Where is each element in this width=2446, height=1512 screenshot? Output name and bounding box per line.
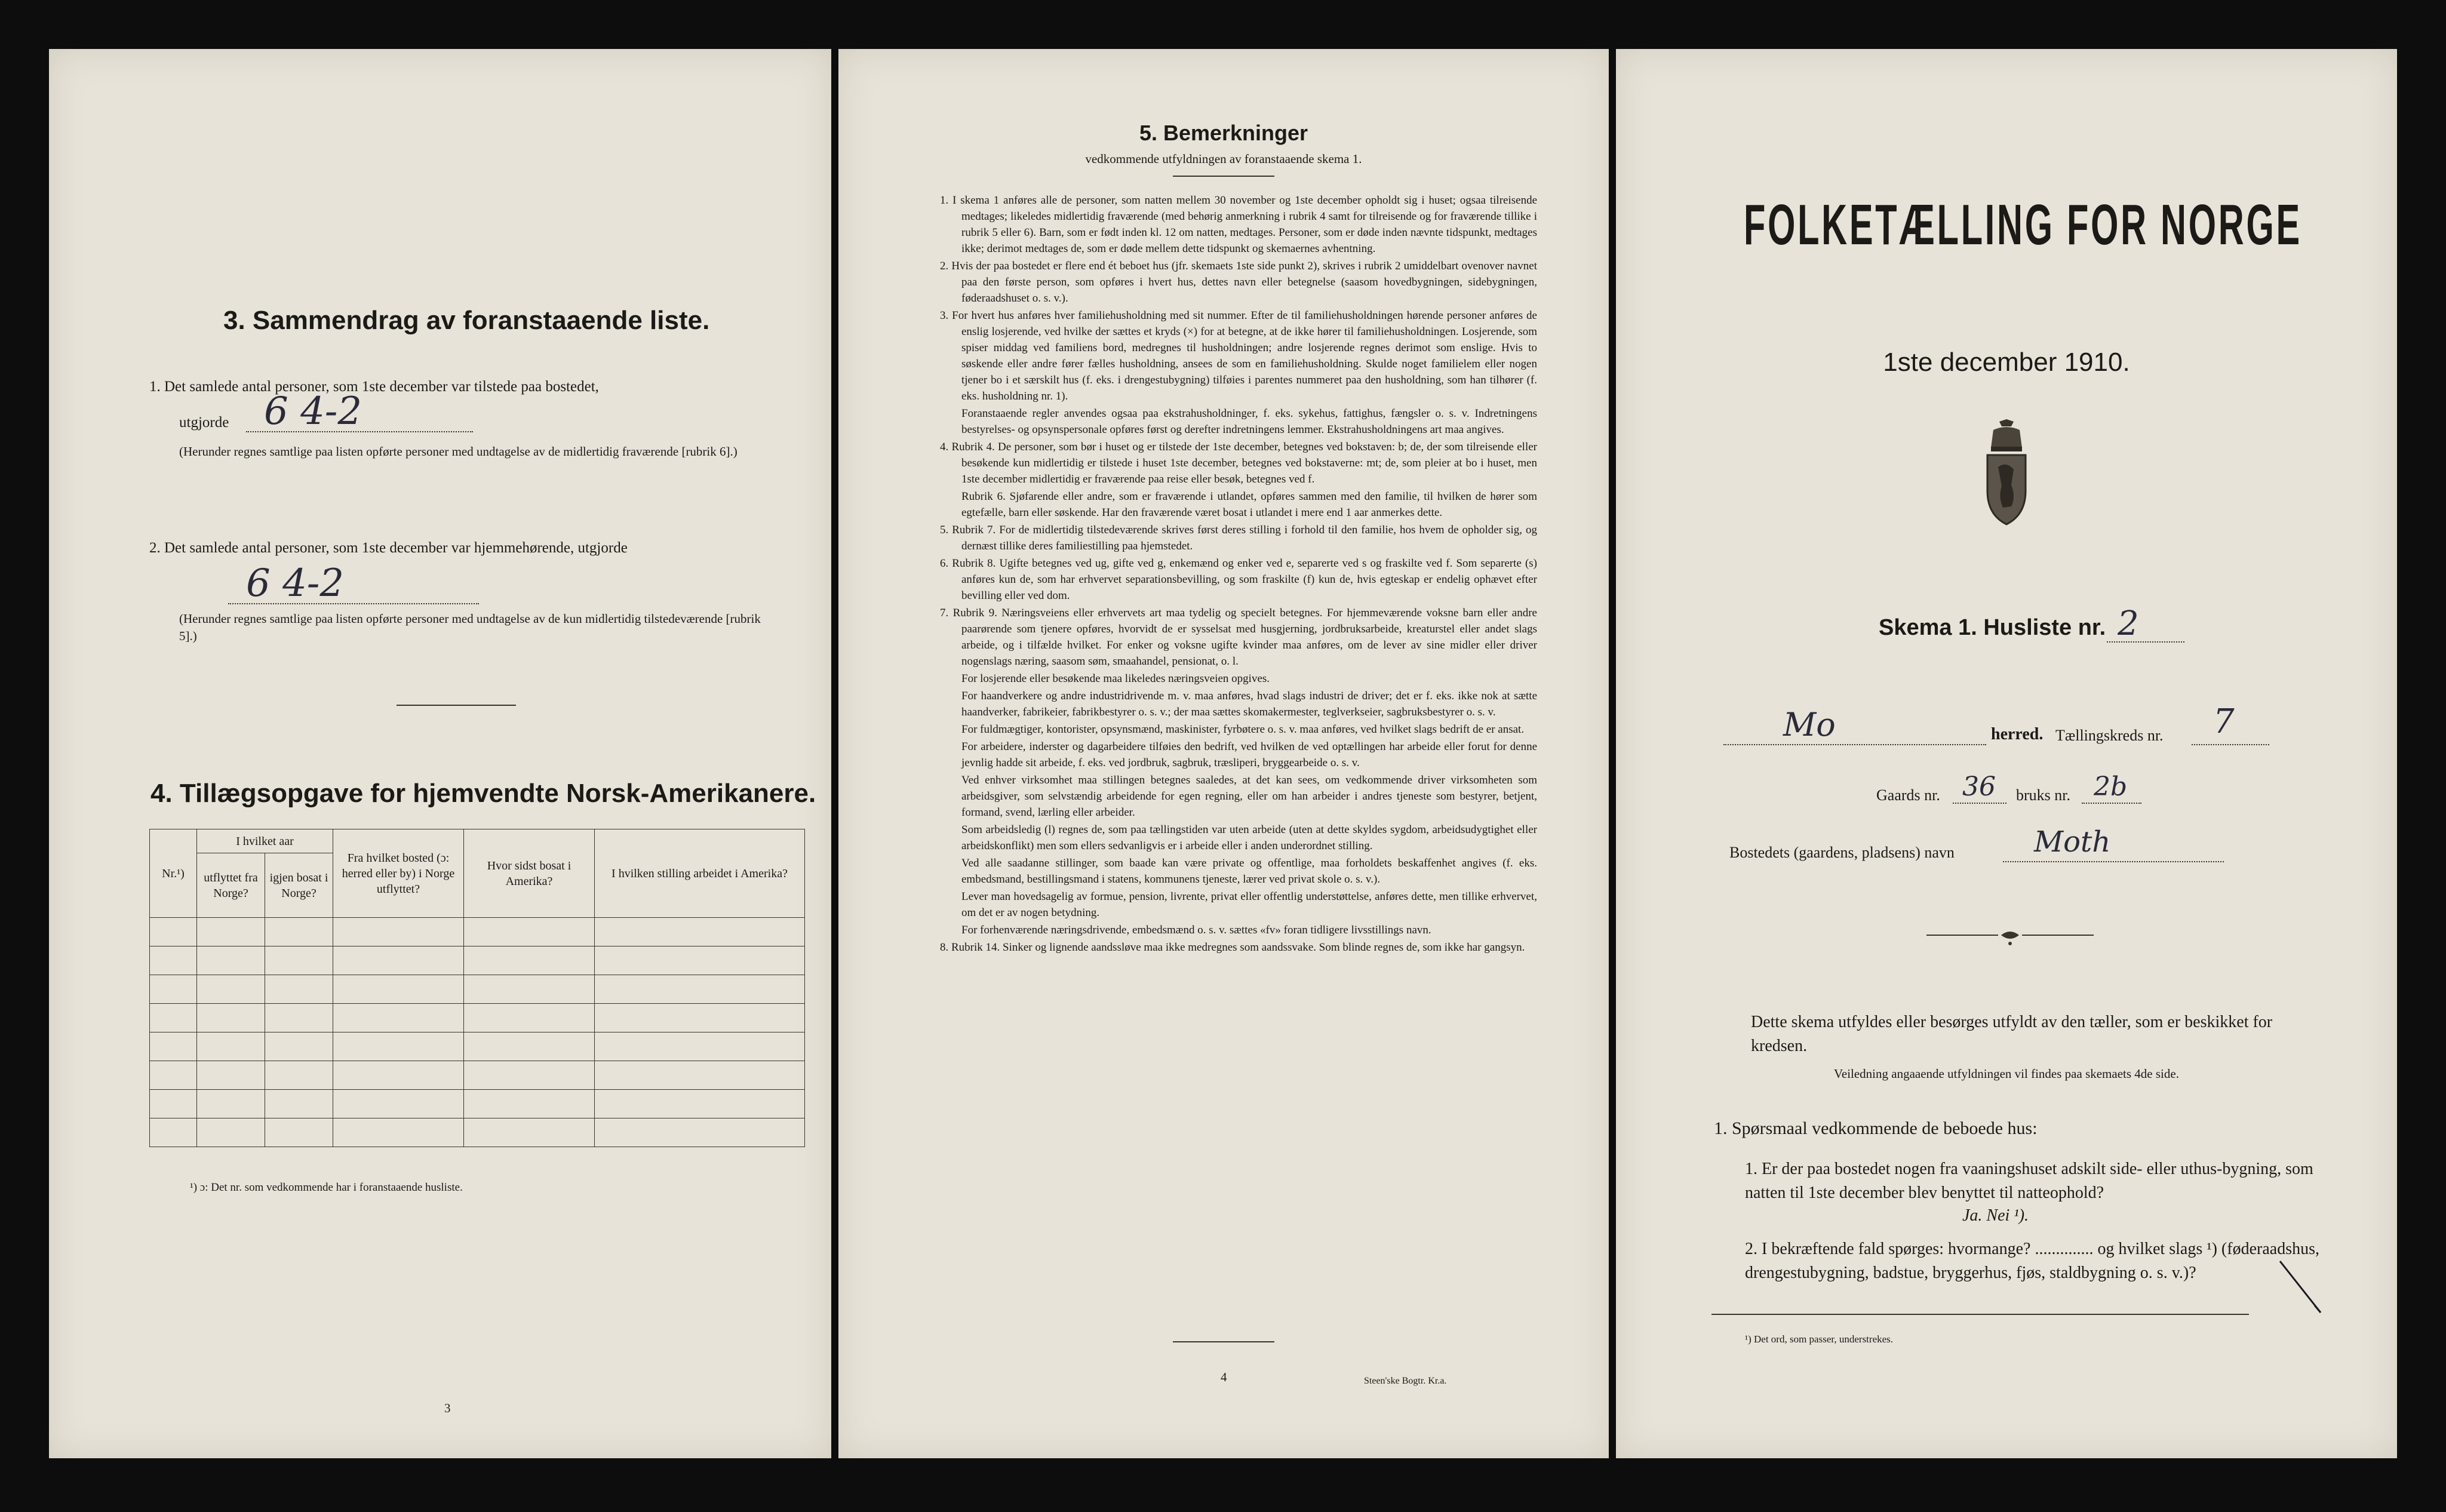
table-row	[150, 1118, 805, 1147]
bosted-dotted-line	[2003, 861, 2224, 862]
table-footnote: ¹) ɔ: Det nr. som vedkommende har i foranstaaende husliste.	[190, 1181, 463, 1194]
herred-value: Mo	[1783, 706, 1836, 743]
divider	[1173, 176, 1274, 177]
pencil-mark-icon	[2279, 1259, 2333, 1319]
bosted-label: Bostedets (gaardens, pladsens) navn	[1729, 844, 1955, 861]
bruks-value: 2b	[2094, 772, 2128, 802]
remarks-subtitle: vedkommende utfyldningen av foranstaaende skema 1.	[1085, 152, 1362, 166]
remark-7d: For fuldmægtiger, kontorister, opsynsmænd, maskinister, fyrbøtere o. s. v. maa anføres, ved hvilket slags bedrift de er ansat.	[961, 723, 1525, 736]
remarks-title: 5. Bemerkninger	[1139, 121, 1308, 145]
printer-mark: Steen'ske Bogtr. Kr.a.	[1364, 1376, 1447, 1386]
remark-4b: Rubrik 6. Sjøfarende eller andre, som er fraværende i utlandet, opføres sammen med den familie, til hvilken de hører som egtefælle, barn eller søskende. Har den fraværende været bosat i utlandet i mere end 1 aar anmerkes dette.	[961, 490, 1537, 519]
remarks-list	[940, 192, 1537, 957]
table-row	[150, 946, 805, 975]
col-igjen-bosat: igjen bosat i Norge?	[265, 853, 333, 918]
remark-8: 8. Rubrik 14. Sinker og lignende aandssløve maa ikke medregnes som aandssvake. Som blinde regnes de, som ikke har gangsyn.	[940, 941, 1525, 954]
questions-header: 1. Spørsmaal vedkommende de beboede hus:	[1714, 1118, 2038, 1138]
question-1-answer: Ja. Nei ¹).	[1962, 1206, 2029, 1225]
remark-7f: Ved enhver virksomhet maa stillingen betegnes saaledes, at det kan sees, om vedkommende driver virksomheten som arbeidsgiver, som selvstændig arbeidende for egen regning, eller om han arbeider i andres tjeneste som bestyrer, betjent, formand, svend, lærling eller arbeider.	[961, 774, 1537, 819]
col-sidst-bosat: Hvor sidst bosat i Amerika?	[464, 829, 595, 918]
col-nr: Nr.¹)	[150, 829, 197, 918]
remark-1: 1. I skema 1 anføres alle de personer, som natten mellem 30 november og 1ste december opholdt sig i huset; ogsaa tilreisende medtages; likeledes midlertidig fraværende (med behørig anmerkning i rubrik 4 samt for tilreisende og for fraværende tillike i rubrik 5 eller 6). Barn, som er født inden kl. 12 om natten, medtages. Personer, som er døde inden nævnte tidspunkt, medtages ikke; derimot medtages de, som er døde mellem dette tidspunkt og skemaernes avhentning.	[940, 194, 1537, 255]
divider	[1173, 1341, 1274, 1342]
question-1: 1. Er der paa bostedet nogen fra vaaningshuset adskilt side- eller uthus-bygning, som natten til 1ste december blev benyttet til natteophold?	[1745, 1160, 2313, 1202]
col-group-aar: I hvilket aar	[197, 829, 333, 853]
norway-coat-of-arms-icon	[1977, 419, 2036, 527]
table-row	[150, 1061, 805, 1090]
divider	[397, 705, 516, 706]
remark-3b: Foranstaaende regler anvendes ogsaa paa ekstrahusholdninger, f. eks. sykehus, fattighus, fængsler o. s. v. Indretningens bestyrelses- og opsynspersonale opføres først og derefter indretningens lemmer. Ekstrahusholdningens art maa angives.	[961, 407, 1537, 436]
item2-note: (Herunder regnes samtlige paa listen opførte personer med undtagelse av de kun midlertidig tilstedeværende [rubrik 5].)	[179, 611, 761, 643]
remark-7: 7. Rubrik 9. Næringsveiens eller erhvervets art maa tydelig og specielt betegnes. For hjemmeværende voksne barn eller andre paarørende som tjenere opføres, hvorvidt de er sysselsat med husgjerning, jordbruksarbeide, kreaturstel eller andet slags arbeide, og i tilfælde hvilket. For enker og voksne ugifte kvinder maa anføres, om de lever av sine midler eller driver nogenslags næring, saasom søm, smaahandel, pensionat, o. l.	[940, 607, 1537, 668]
kreds-label: Tællingskreds nr.	[2055, 727, 2164, 744]
husliste-dotted-line	[2107, 641, 2184, 643]
herred-dotted-line	[1723, 744, 1986, 745]
table-row	[150, 918, 805, 946]
table-row	[150, 1032, 805, 1061]
remark-7e: For arbeidere, inderster og dagarbeidere tilføies den bedrift, ved hvilken de ved optællingen har arbeide eller forut for denne jevnlig hadde sit arbeide, f. eks. ved jordbruk, sagbruk, træsliperi, bryggearbeide o. s. v.	[961, 740, 1537, 769]
kreds-dotted-line	[2192, 744, 2269, 745]
col-bosted: Fra hvilket bosted (ɔ: herred eller by) i Norge utflyttet?	[333, 829, 464, 918]
ornament-divider-icon	[1926, 928, 2094, 946]
item1-dotted-line	[246, 431, 473, 432]
kreds-value: 7	[2213, 702, 2235, 741]
herred-label: herred.	[1991, 725, 2044, 743]
skema-label: Skema 1. Husliste nr.	[1879, 615, 2106, 640]
item1-prefix: utgjorde	[179, 414, 229, 431]
col-utflyttet: utflyttet fra Norge?	[197, 853, 265, 918]
right-page	[1616, 49, 2397, 1458]
remark-5: 5. Rubrik 7. For de midlertidig tilstedeværende skrives først deres stilling i forhold til den familie, hos hvem de opholder sig, og dernæst tillike deres familiestilling paa hjemstedet.	[940, 524, 1537, 552]
page-number: 4	[1221, 1370, 1227, 1384]
remark-7i: Lever man hovedsagelig av formue, pension, livrente, privat eller offentlig understøttelse, anføres dette, men tillike erhvervet, om det er av nogen betydning.	[961, 890, 1537, 919]
table-row	[150, 975, 805, 1004]
remark-7j: For forhenværende næringsdrivende, embedsmænd o. s. v. sættes «fv» foran tidligere livsstillings navn.	[961, 924, 1431, 936]
bruks-label: bruks nr.	[2016, 786, 2070, 804]
bosted-value: Moth	[2034, 825, 2111, 859]
gaards-label: Gaards nr.	[1876, 786, 1940, 804]
census-title: FOLKETÆLLING FOR NORGE	[1744, 193, 2302, 257]
remark-3: 3. For hvert hus anføres hver familiehusholdning med sit nummer. Efter de til familiehusholdningen hørende personer anføres de enslig losjerende, ved hvilke der sættes et kryds (×) for at betegne, at de ikke hører til familiehusholdningen. Losjerende, som spiser middag ved familiens bord, medregnes til husholdningen; andre losjerende regnes derimot som enslige. Hvis to søskende eller andre fører fælles husholdning, ansees de som en familiehusholdning. Skulde noget familielem eller nogen tjener bo i et særskilt hus (f. eks. i drengestubygning) tilføies i parentes nummeret paa den husholdning, som han tilhører (f. eks. husholdning nr. 1).	[940, 309, 1537, 402]
bruks-dotted-line	[2082, 803, 2141, 804]
remark-7c: For haandverkere og andre industridrivende m. v. maa anføres, hvad slags industri de driver; det er f. eks. ikke nok at sætte haandverker, fabrikeier, fabrikbestyrer o. s. v.; der maa sættes skomakermester, teglverkseier, sagbruksbestyrer o. s. v.	[961, 690, 1537, 718]
husliste-nr-value: 2	[2118, 604, 2139, 643]
page-footnote: ¹) Det ord, som passer, understrekes.	[1745, 1333, 1894, 1345]
left-page	[49, 49, 831, 1458]
item1-handwritten-value: 6 4-2	[264, 389, 362, 434]
intro-note: Veiledning angaaende utfyldningen vil findes paa skemaets 4de side.	[1834, 1067, 2179, 1081]
item2-handwritten-value: 6 4-2	[246, 561, 345, 606]
item1-note: (Herunder regnes samtlige paa listen opførte personer med undtagelse av de midlertidig fraværende [rubrik 6].)	[179, 444, 738, 459]
col-stilling: I hvilken stilling arbeidet i Amerika?	[595, 829, 805, 918]
question-2: 2. I bekræftende fald spørges: hvormange? .............. og hvilket slags ¹) (føderaadshus, drengestubygning, badstue, bryggerhus, fjøs, staldbygning o. s. v.)?	[1745, 1240, 2319, 1282]
table-row	[150, 1090, 805, 1118]
section3-title: 3. Sammendrag av foranstaaende liste.	[223, 306, 710, 335]
remark-7b: For losjerende eller besøkende maa likeledes næringsveien opgives.	[961, 672, 1270, 685]
item2-dotted-line	[228, 603, 479, 604]
census-date: 1ste december 1910.	[1883, 348, 2130, 377]
remark-7g: Som arbeidsledig (l) regnes de, som paa tællingstiden var uten arbeide (uten at dette skyldes sygdom, arbeidsudygtighet eller arbeidskonflikt) men som ellers sedvanligvis er i arbeide eller i anden underordnet stilling.	[961, 823, 1537, 852]
middle-page	[838, 49, 1609, 1458]
intro-text: Dette skema utfyldes eller besørges utfyldt av den tæller, som er beskikket for kredsen.	[1751, 1013, 2273, 1055]
table-row	[150, 1004, 805, 1032]
item1-text: 1. Det samlede antal personer, som 1ste december var tilstede paa bostedet,	[149, 379, 599, 395]
gaards-dotted-line	[1953, 803, 2006, 804]
remark-7h: Ved alle saadanne stillinger, som baade kan være private og offentlige, maa forholdets beskaffenhet angives (f. eks. embedsmand, bestillingsmand i statens, kommunens tjeneste, lærer ved privat skole o. s. v.).	[961, 857, 1537, 886]
divider	[1711, 1314, 2249, 1315]
item2-text: 2. Det samlede antal personer, som 1ste december var hjemmehørende, utgjorde	[149, 540, 628, 556]
page-number: 3	[444, 1401, 451, 1415]
gaards-value: 36	[1962, 772, 1996, 802]
section4-title: 4. Tillægsopgave for hjemvendte Norsk-Amerikanere.	[150, 779, 816, 808]
norsk-amerikanere-table	[149, 829, 805, 1147]
remark-2: 2. Hvis der paa bostedet er flere end ét beboet hus (jfr. skemaets 1ste side punkt 2), skrives i rubrik 2 umiddelbart ovenover navnet paa den første person, som opføres i hvert hus, dettes navn eller betegnelse (saasom hovedbygningen, sidebygningen, føderaadshuset o. s. v.).	[940, 260, 1537, 305]
remark-6: 6. Rubrik 8. Ugifte betegnes ved ug, gifte ved g, enkemænd og enker ved e, separerte ved s og fraskilte ved f. Som separerte (s) anføres kun de, som har erhvervet separationsbevilling, og som fraskilte (f) kun de, hvis egteskap er endelig ophævet efter bevilling eller ved dom.	[940, 557, 1537, 602]
remark-4: 4. Rubrik 4. De personer, som bør i huset og er tilstede der 1ste december, betegnes ved bokstaven: b; de, der som tilreisende eller besøkende kun midlertidig er tilstede i huset 1ste december, betegnes ved bokstaverne: mt; de, som pleier at bo i huset, men 1ste december midlertidig er fraværende paa reise eller besøk, betegnes ved f.	[940, 441, 1537, 485]
